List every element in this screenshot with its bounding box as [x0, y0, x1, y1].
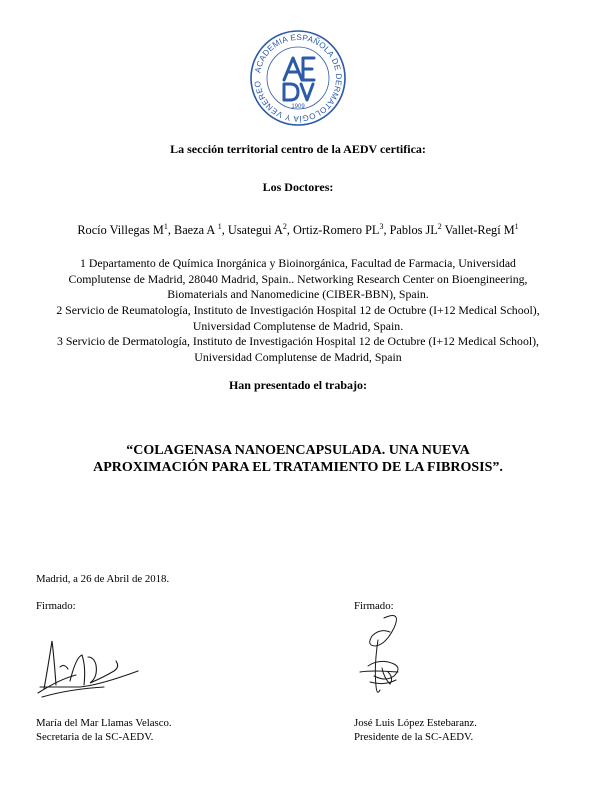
logo-year: 1909 [291, 104, 305, 110]
author: Vallet-Regí $M^1$ [444, 221, 519, 237]
presented-label: Han presentado el trabajo: [228, 378, 368, 392]
author: Usategui $A^2$, [227, 221, 294, 237]
aedv-seal-icon [248, 28, 348, 128]
certification-heading: La sección territorial centro de la AEDV certifica: [170, 142, 426, 156]
author: Pablos $JL^2$ [389, 221, 442, 237]
work-title [0, 442, 596, 476]
signer-right-name: José Luis López Estebaranz. [354, 717, 477, 729]
signed-label-right: Firmado: [354, 600, 394, 612]
affiliation-3: 3 Servicio de Dermatología, Instituto de Investigación Hospital 12 de Octubre (I+12 Medical School), Universidad Complutense de Madrid, Spain [56, 334, 539, 364]
place-date: Madrid, a 26 de Abril de 2018. [36, 573, 170, 585]
authors-line [0, 223, 596, 238]
author: Baeza A $^1$, [174, 221, 228, 237]
signer-left [36, 716, 172, 744]
handwritten-signature-icon [30, 627, 155, 707]
signer-right-role: Presidente de la SC-AEDV. [354, 731, 474, 743]
signer-right [354, 716, 477, 744]
affiliation-2: 2 Servicio de Reumatología, Instituto de Investigación Hospital 12 de Octubre (I+12 Medical School), Universidad Complutense de Madrid, Spain. [56, 303, 540, 333]
signature-left [30, 627, 155, 707]
handwritten-signature-icon [350, 606, 420, 704]
affiliation-1: 1 Departamento de Química Inorgánica y Bioinorgánica, Facultad de Farmacia, Universidad Complutense de Madrid, 28040 Madrid, Spain.. Networking Research Center on Bioengineering, Biomaterials and Nanomedicine (CIBER-BBN), Spain. [68, 256, 528, 302]
logo-ring-text: ACADEMIA ESPAÑOLA DE DERMATOLOGÍA Y VENEREO [253, 32, 344, 124]
author: Rocío Villegas $M^1$, [77, 221, 174, 237]
doctors-label: Los Doctores: [262, 180, 334, 194]
signer-left-name: María del Mar Llamas Velasco. [36, 717, 172, 729]
signature-right [350, 606, 420, 704]
aedv-logo [248, 28, 348, 128]
work-title-line-1: “COLAGENASA NANOENCAPSULADA. UNA NUEVA [126, 443, 470, 458]
signer-left-role: Secretaria de la SC-AEDV. [36, 731, 154, 743]
signed-label-left: Firmado: [36, 600, 76, 612]
work-title-line-2: APROXIMACIÓN PARA EL TRATAMIENTO DE LA FIBROSIS”. [93, 460, 503, 475]
author: Ortiz-Romero $PL^3$, [293, 221, 390, 237]
